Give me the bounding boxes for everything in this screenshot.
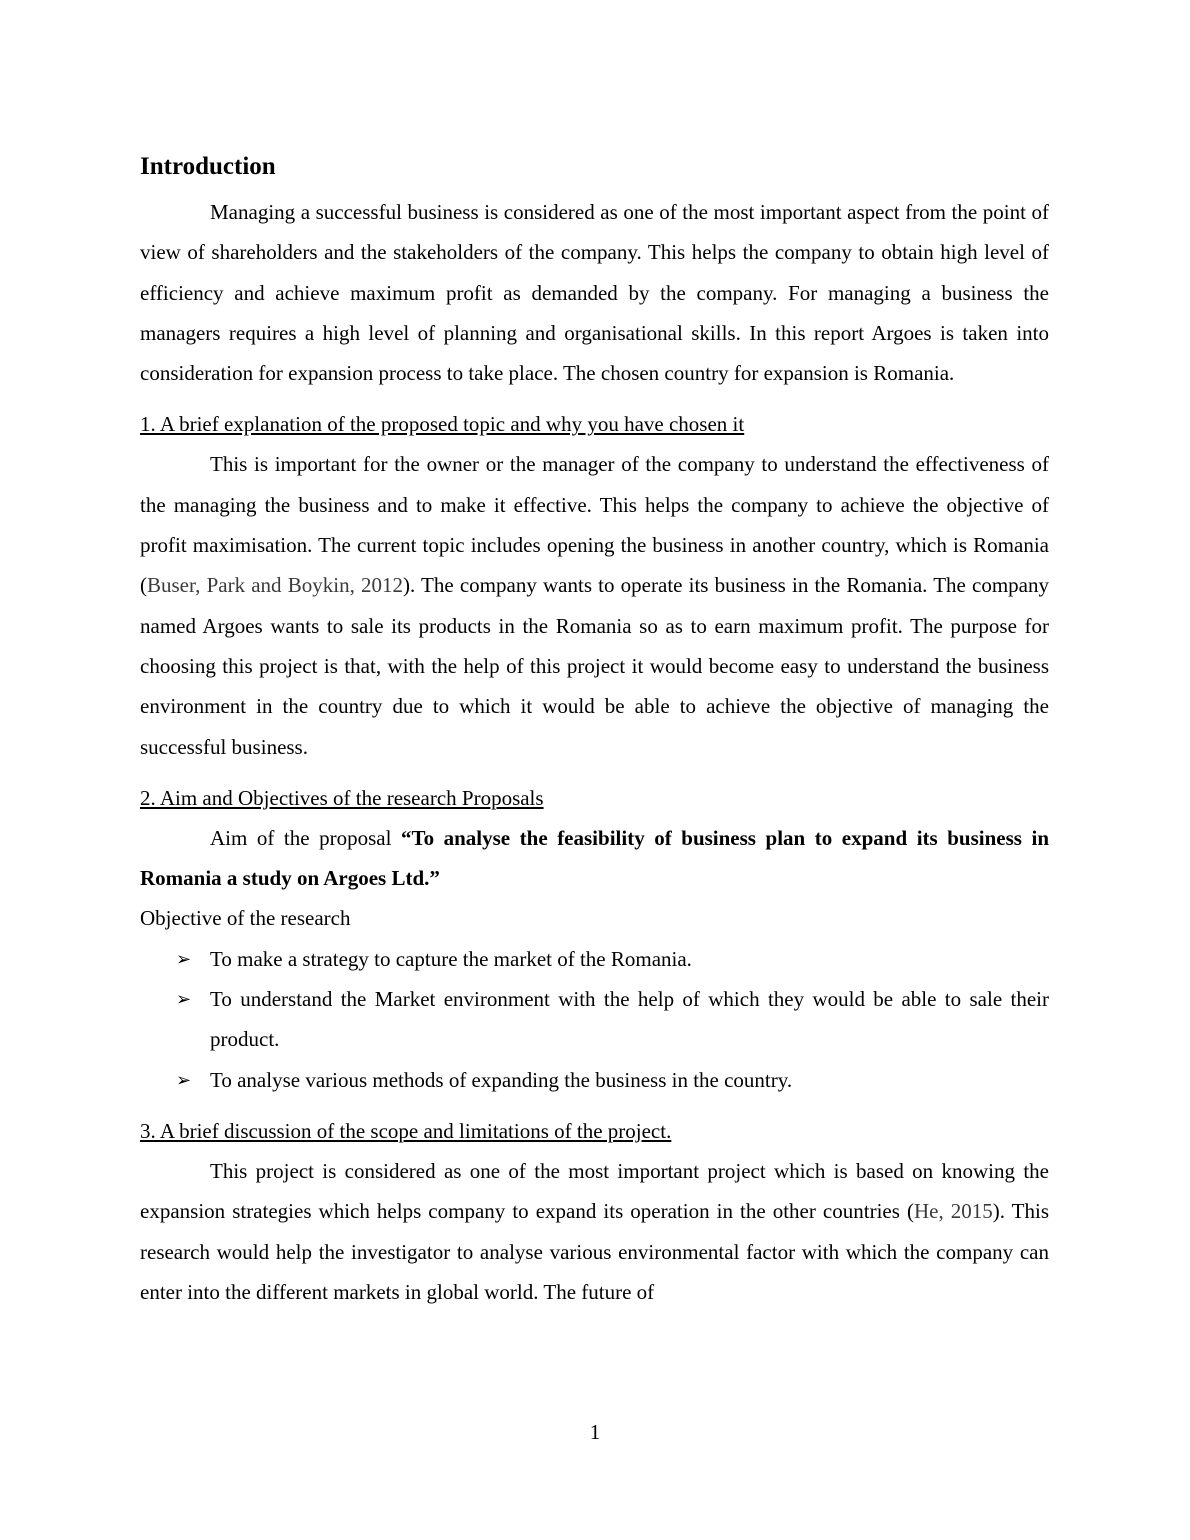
intro-paragraph: Managing a successful business is considered as one of the most important aspect from the point of view of shareholders and the stakeholders of the company. This helps the company to obtain high level of efficiency and achieve maximum profit as demanded by the company. For managing a business the managers requires a high level of planning and organisational skills. In this report Argoes is taken into consideration for expansion process to take place. The chosen country for expansion is Romania.	[140, 200, 1049, 386]
section1-heading: 1. A brief explanation of the proposed topic and why you have chosen it	[140, 412, 745, 437]
page-number: 1	[589, 1420, 601, 1444]
section3-citation: He, 2015	[913, 1199, 993, 1224]
arrow-bullet-icon: ➢	[176, 1069, 192, 1090]
list-item	[140, 1060, 1049, 1100]
objective-text: To understand the Market environment with the help of which they would be able to sale their product.	[210, 987, 1049, 1052]
objective-text: To make a strategy to capture the market of the Romania.	[210, 946, 692, 971]
section2-heading: 2. Aim and Objectives of the research Proposals	[140, 785, 544, 810]
section1-text-start: This is important for the owner or the manager of the company to understand the effectiveness of the managing the business and to make it effective. This helps the company to achieve the objective of profit maximisation. The current topic includes opening the business in another country, which is Romania (	[140, 452, 1049, 598]
section3-heading: 3. A brief discussion of the scope and limitations of the project.	[140, 1118, 672, 1143]
aim-prefix: Aim of the proposal	[210, 825, 401, 850]
objectives-list	[140, 939, 1049, 1100]
section1-paragraph	[140, 444, 1049, 766]
section1-text-end: ). The company wants to operate its business in the Romania. The company named Argoes wants to sale its products in the Romania so as to earn maximum profit. The purpose for choosing this project is that, with the help of this project it would become easy to understand the business environment in the country due to which it would be able to achieve the objective of managing the successful business.	[140, 573, 1049, 759]
list-item	[140, 939, 1049, 979]
arrow-bullet-icon: ➢	[176, 989, 192, 1010]
arrow-bullet-icon: ➢	[176, 948, 192, 969]
list-item	[140, 979, 1049, 1060]
section3-text-end: ). This research would help the investigator to analyse various environmental factor with which the company can enter into the different markets in global world. The future of	[140, 1199, 1049, 1304]
intro-heading: Introduction	[140, 153, 276, 180]
document-page	[140, 150, 1049, 1312]
section1-citation: Buser, Park and Boykin, 2012	[147, 573, 403, 598]
section3-paragraph	[140, 1151, 1049, 1312]
objectives-label: Objective of the research	[140, 906, 351, 931]
section3-text-start: This project is considered as one of the most important project which is based on knowing the expansion strategies which helps company to expand its operation in the other countries (	[140, 1158, 1049, 1224]
aim-paragraph	[140, 818, 1049, 899]
objective-text: To analyse various methods of expanding the business in the country.	[210, 1067, 793, 1092]
aim-statement: “To analyse the feasibility of business plan to expand its business in Romania a study on Argoes Ltd.”	[140, 825, 1050, 891]
